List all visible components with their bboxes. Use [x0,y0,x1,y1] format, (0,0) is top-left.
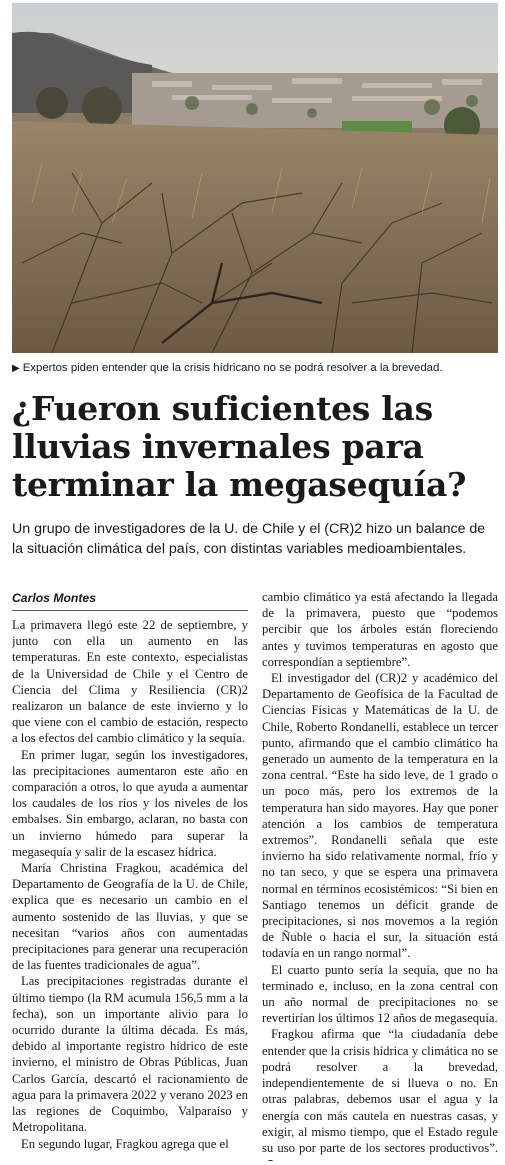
article-paragraph: La primavera llegó este 22 de septiembre, y junto con ella un aumento en las temperaturas. En este contexto, especialistas de la Universidad de Chile y el Centro de Ciencia del Clima y Resiliencia (CR)2 realizaron un balance de este invierno y lo que viene con el cambio de estación, respecto a los efectos del cambio climático y la sequía. [12,618,248,746]
headline-line: terminar la megasequía? [12,465,467,504]
article-paragraph: El cuarto punto sería la sequía, que no ha terminado e, incluso, en la zona central con un año normal de precipitaciones no se revertirían los últimos 12 años de megasequía. [262,962,498,1026]
article-column-right [262,589,498,1161]
headline-line: ¿Fueron suficientes las [12,389,433,428]
headline-line: lluvias invernales para [12,427,424,466]
article-paragraph: cambio climático ya está afectando la llegada de la primavera, puesto que “podemos percibir que los árboles están floreciendo antes y tuvimos temperaturas en agosto que correspondían a septiembre”. [262,590,498,669]
article-paragraph: María Christina Fragkou, académica del Departamento de Geografía de la U. de Chile, explica que es necesario un cambio en el aumento sostenido de las lluvias, y que se necesitan “varios años con aumentadas precipitaciones para generar una recuperación de las fuentes tradicionales de agua”. [12,861,248,973]
article-photo [12,3,498,353]
article-deck [12,519,498,559]
article-headline [12,390,498,504]
article-paragraph: En segundo lugar, Fragkou agrega que el [21,1136,229,1151]
photo-caption [12,359,498,377]
article-paragraph: El investigador del (CR)2 y académico del Departamento de Geofísica de la Facultad de Ciencias Físicas y Matemáticas de la U. de Chile, Roberto Rondanelli, establece un tercer punto, afirmando que el cambio climático ha generado un aumento de la temperatura en la zona central. “Este ha sido leve, de 1 grado o un poco más, pero los extremos de la temperatura han sido mayores. Hay que poner atención a los cambios de temperatura extremos”. Rondanelli señala que este invierno ha sido relativamente normal, frío y no tan seco, y que se espera una primavera normal en términos ecosistémicos: “Si bien en Santiago tenemos un déficit grande de precipitaciones, si nos movemos a la región de Ñuble o hacia el sur, la situación está todavía en un rango normal”. [262,671,498,961]
deck-line: la situación climática del país, con distintas variables medioambientales. [12,541,467,557]
landscape-photo-icon [12,3,498,353]
article-paragraph [262,1026,498,1161]
end-mark-icon [266,1160,275,1161]
article-paragraph: En primer lugar, según los investigadores, las precipitaciones aumentaron este año en comparación a otros, lo que ayuda a aumentar los caudales de los ríos y los niveles de los embalses. Sin embargo, aclaran, no basta con un invierno húmedo para superar la megasequía y salir de la escasez hídrica. [12,747,248,859]
caption-text: Expertos piden entender que la crisis hídricano no se podrá resolver a la brevedad. [22,362,443,374]
article-paragraph: Las precipitaciones registradas durante el último tiempo (la RM acumula 156,5 mm a la fecha), son un importante alivio para lo ocurrido durante la última década. Es más, debido al importante registro hídrico de este invierno, el ministro de Obras Públicas, Juan Carlos García, descartó el racionamiento de agua para la primavera 2022 y verano 2023 en las regiones de Coquimbo, Valparaíso y Metropolitana. [12,974,248,1135]
byline: Carlos Montes [12,589,248,611]
article-column-left [12,589,248,1161]
caption-arrow-icon: ▶ [12,363,20,374]
deck-line: Un grupo de investigadores de la U. de Chile y el (CR)2 hizo un balance de [12,521,486,537]
article-paragraph-text: Fragkou afirma que “la ciudadanía debe entender que la crisis hídrica y climática no se podrá resolver a la brevedad, independientemente de si llueva o no. En otras palabras, debemos usar el agua y la energía con más cautela en nuestras casas, y exigir, al mismo tiempo, que el Estado regule su uso por parte de los sectores productivos”. [262,1027,498,1155]
